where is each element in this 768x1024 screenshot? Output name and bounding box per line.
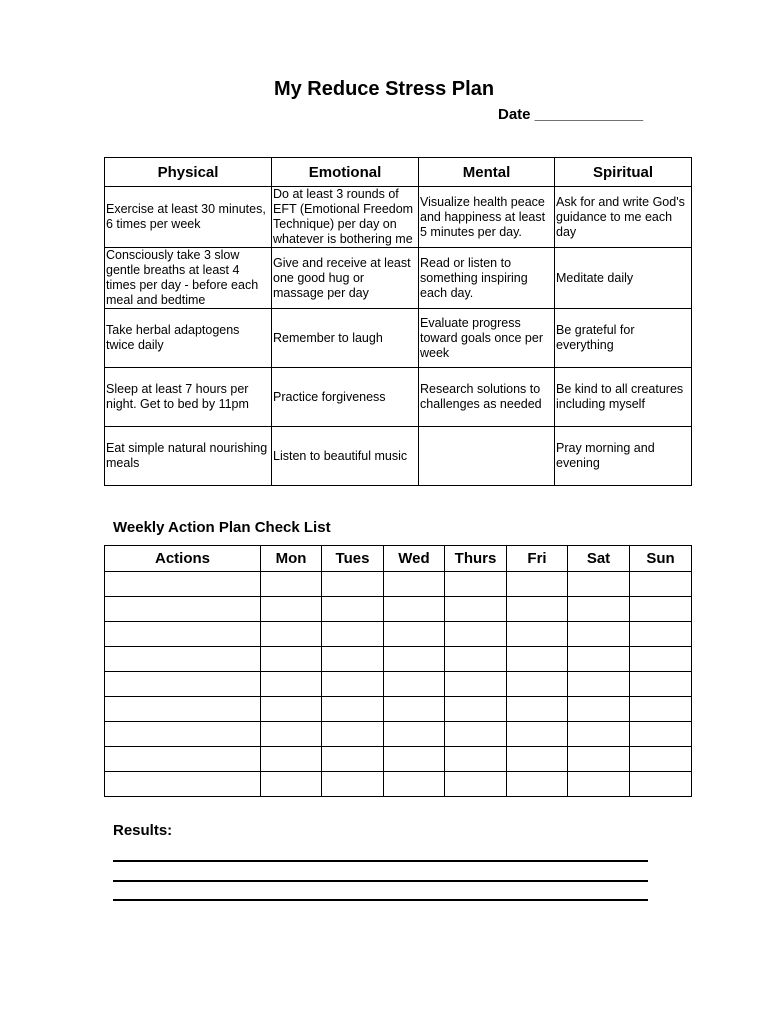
table-row (105, 722, 692, 747)
action-entry-cell[interactable] (105, 722, 261, 747)
plan-cell-empty[interactable] (419, 427, 555, 486)
page-title: My Reduce Stress Plan (273, 78, 495, 100)
header-fri: Fri (507, 546, 568, 572)
results-write-line[interactable] (113, 880, 648, 882)
checkbox-cell[interactable] (322, 572, 384, 597)
checkbox-cell[interactable] (261, 772, 322, 797)
checkbox-cell[interactable] (568, 772, 630, 797)
checkbox-cell[interactable] (261, 722, 322, 747)
checkbox-cell[interactable] (384, 597, 445, 622)
checkbox-cell[interactable] (445, 647, 507, 672)
checkbox-cell[interactable] (384, 747, 445, 772)
header-emotional: Emotional (272, 158, 419, 187)
checkbox-cell[interactable] (261, 572, 322, 597)
checkbox-cell[interactable] (568, 747, 630, 772)
action-entry-cell[interactable] (105, 597, 261, 622)
table-row (105, 772, 692, 797)
checkbox-cell[interactable] (322, 672, 384, 697)
table-row (105, 248, 692, 309)
plan-header-row (105, 158, 692, 187)
header-sat: Sat (568, 546, 630, 572)
checkbox-cell[interactable] (568, 597, 630, 622)
plan-cell: Sleep at least 7 hours per night. Get to bed by 11pm (105, 368, 272, 427)
plan-cell: Remember to laugh (272, 309, 419, 368)
weekly-header-row (105, 546, 692, 572)
checkbox-cell[interactable] (568, 722, 630, 747)
checkbox-cell[interactable] (322, 747, 384, 772)
action-entry-cell[interactable] (105, 772, 261, 797)
table-row (105, 187, 692, 248)
checkbox-cell[interactable] (507, 722, 568, 747)
plan-cell: Be grateful for everything (555, 309, 692, 368)
table-row (105, 309, 692, 368)
table-row (105, 647, 692, 672)
table-row (105, 747, 692, 772)
header-physical: Physical (105, 158, 272, 187)
plan-cell: Exercise at least 30 minutes, 6 times per week (105, 187, 272, 248)
stress-plan-table (104, 157, 692, 486)
checkbox-cell[interactable] (322, 647, 384, 672)
plan-cell: Listen to beautiful music (272, 427, 419, 486)
checkbox-cell[interactable] (630, 622, 692, 647)
checkbox-cell[interactable] (507, 647, 568, 672)
plan-cell: Be kind to all creatures including myself (555, 368, 692, 427)
checkbox-cell[interactable] (568, 572, 630, 597)
checkbox-cell[interactable] (630, 697, 692, 722)
checkbox-cell[interactable] (322, 697, 384, 722)
checkbox-cell[interactable] (445, 622, 507, 647)
checkbox-cell[interactable] (507, 572, 568, 597)
checkbox-cell[interactable] (384, 772, 445, 797)
header-mental: Mental (419, 158, 555, 187)
action-entry-cell[interactable] (105, 647, 261, 672)
action-entry-cell[interactable] (105, 672, 261, 697)
header-actions: Actions (105, 546, 261, 572)
plan-cell: Practice forgiveness (272, 368, 419, 427)
checkbox-cell[interactable] (568, 622, 630, 647)
table-row (105, 622, 692, 647)
checkbox-cell[interactable] (507, 772, 568, 797)
action-entry-cell[interactable] (105, 622, 261, 647)
table-row (105, 572, 692, 597)
checkbox-cell[interactable] (384, 697, 445, 722)
action-entry-cell[interactable] (105, 572, 261, 597)
checkbox-cell[interactable] (384, 647, 445, 672)
table-row (105, 672, 692, 697)
action-entry-cell[interactable] (105, 747, 261, 772)
checkbox-cell[interactable] (384, 622, 445, 647)
checkbox-cell[interactable] (445, 672, 507, 697)
checkbox-cell[interactable] (630, 672, 692, 697)
checkbox-cell[interactable] (630, 647, 692, 672)
table-row (105, 427, 692, 486)
checkbox-cell[interactable] (445, 597, 507, 622)
header-spiritual: Spiritual (555, 158, 692, 187)
table-row (105, 697, 692, 722)
checkbox-cell[interactable] (568, 647, 630, 672)
plan-cell: Eat simple natural nourishing meals (105, 427, 272, 486)
checkbox-cell[interactable] (507, 622, 568, 647)
checkbox-cell[interactable] (261, 647, 322, 672)
results-label: Results: (113, 822, 173, 839)
checkbox-cell[interactable] (261, 697, 322, 722)
checkbox-cell[interactable] (261, 597, 322, 622)
checkbox-cell[interactable] (630, 747, 692, 772)
plan-cell: Pray morning and evening (555, 427, 692, 486)
header-wed: Wed (384, 546, 445, 572)
checkbox-cell[interactable] (445, 572, 507, 597)
checkbox-cell[interactable] (630, 597, 692, 622)
checkbox-cell[interactable] (384, 572, 445, 597)
checkbox-cell[interactable] (568, 672, 630, 697)
checkbox-cell[interactable] (384, 722, 445, 747)
weekly-checklist-table (104, 545, 692, 797)
results-write-line[interactable] (113, 860, 648, 862)
checkbox-cell[interactable] (322, 597, 384, 622)
plan-cell: Consciously take 3 slow gentle breaths at least 4 times per day - before each meal and bedtime (105, 248, 272, 309)
checkbox-cell[interactable] (261, 622, 322, 647)
plan-cell: Meditate daily (555, 248, 692, 309)
checkbox-cell[interactable] (507, 672, 568, 697)
checkbox-cell[interactable] (445, 697, 507, 722)
checkbox-cell[interactable] (630, 722, 692, 747)
checkbox-cell[interactable] (322, 622, 384, 647)
checkbox-cell[interactable] (322, 722, 384, 747)
table-row (105, 368, 692, 427)
checkbox-cell[interactable] (445, 772, 507, 797)
checkbox-cell[interactable] (322, 772, 384, 797)
checkbox-cell[interactable] (384, 672, 445, 697)
checkbox-cell[interactable] (507, 697, 568, 722)
checkbox-cell[interactable] (261, 747, 322, 772)
plan-cell: Do at least 3 rounds of EFT (Emotional Freedom Technique) per day on whatever is bothering me (272, 187, 419, 248)
table-row (105, 597, 692, 622)
checkbox-cell[interactable] (445, 747, 507, 772)
results-write-line[interactable] (113, 899, 648, 901)
plan-cell: Research solutions to challenges as needed (419, 368, 555, 427)
plan-cell: Visualize health peace and happiness at least 5 minutes per day. (419, 187, 555, 248)
header-thurs: Thurs (445, 546, 507, 572)
checkbox-cell[interactable] (445, 722, 507, 747)
plan-cell: Give and receive at least one good hug or massage per day (272, 248, 419, 309)
checkbox-cell[interactable] (568, 697, 630, 722)
header-sun: Sun (630, 546, 692, 572)
checkbox-cell[interactable] (507, 747, 568, 772)
checkbox-cell[interactable] (507, 597, 568, 622)
header-mon: Mon (261, 546, 322, 572)
plan-cell: Ask for and write God's guidance to me each day (555, 187, 692, 248)
action-entry-cell[interactable] (105, 697, 261, 722)
checkbox-cell[interactable] (630, 772, 692, 797)
checkbox-cell[interactable] (261, 672, 322, 697)
plan-cell: Take herbal adaptogens twice daily (105, 309, 272, 368)
plan-cell: Evaluate progress toward goals once per week (419, 309, 555, 368)
date-field-label: Date _____________ (498, 106, 644, 123)
header-tues: Tues (322, 546, 384, 572)
weekly-checklist-title: Weekly Action Plan Check List (113, 519, 331, 536)
checkbox-cell[interactable] (630, 572, 692, 597)
plan-cell: Read or listen to something inspiring each day. (419, 248, 555, 309)
